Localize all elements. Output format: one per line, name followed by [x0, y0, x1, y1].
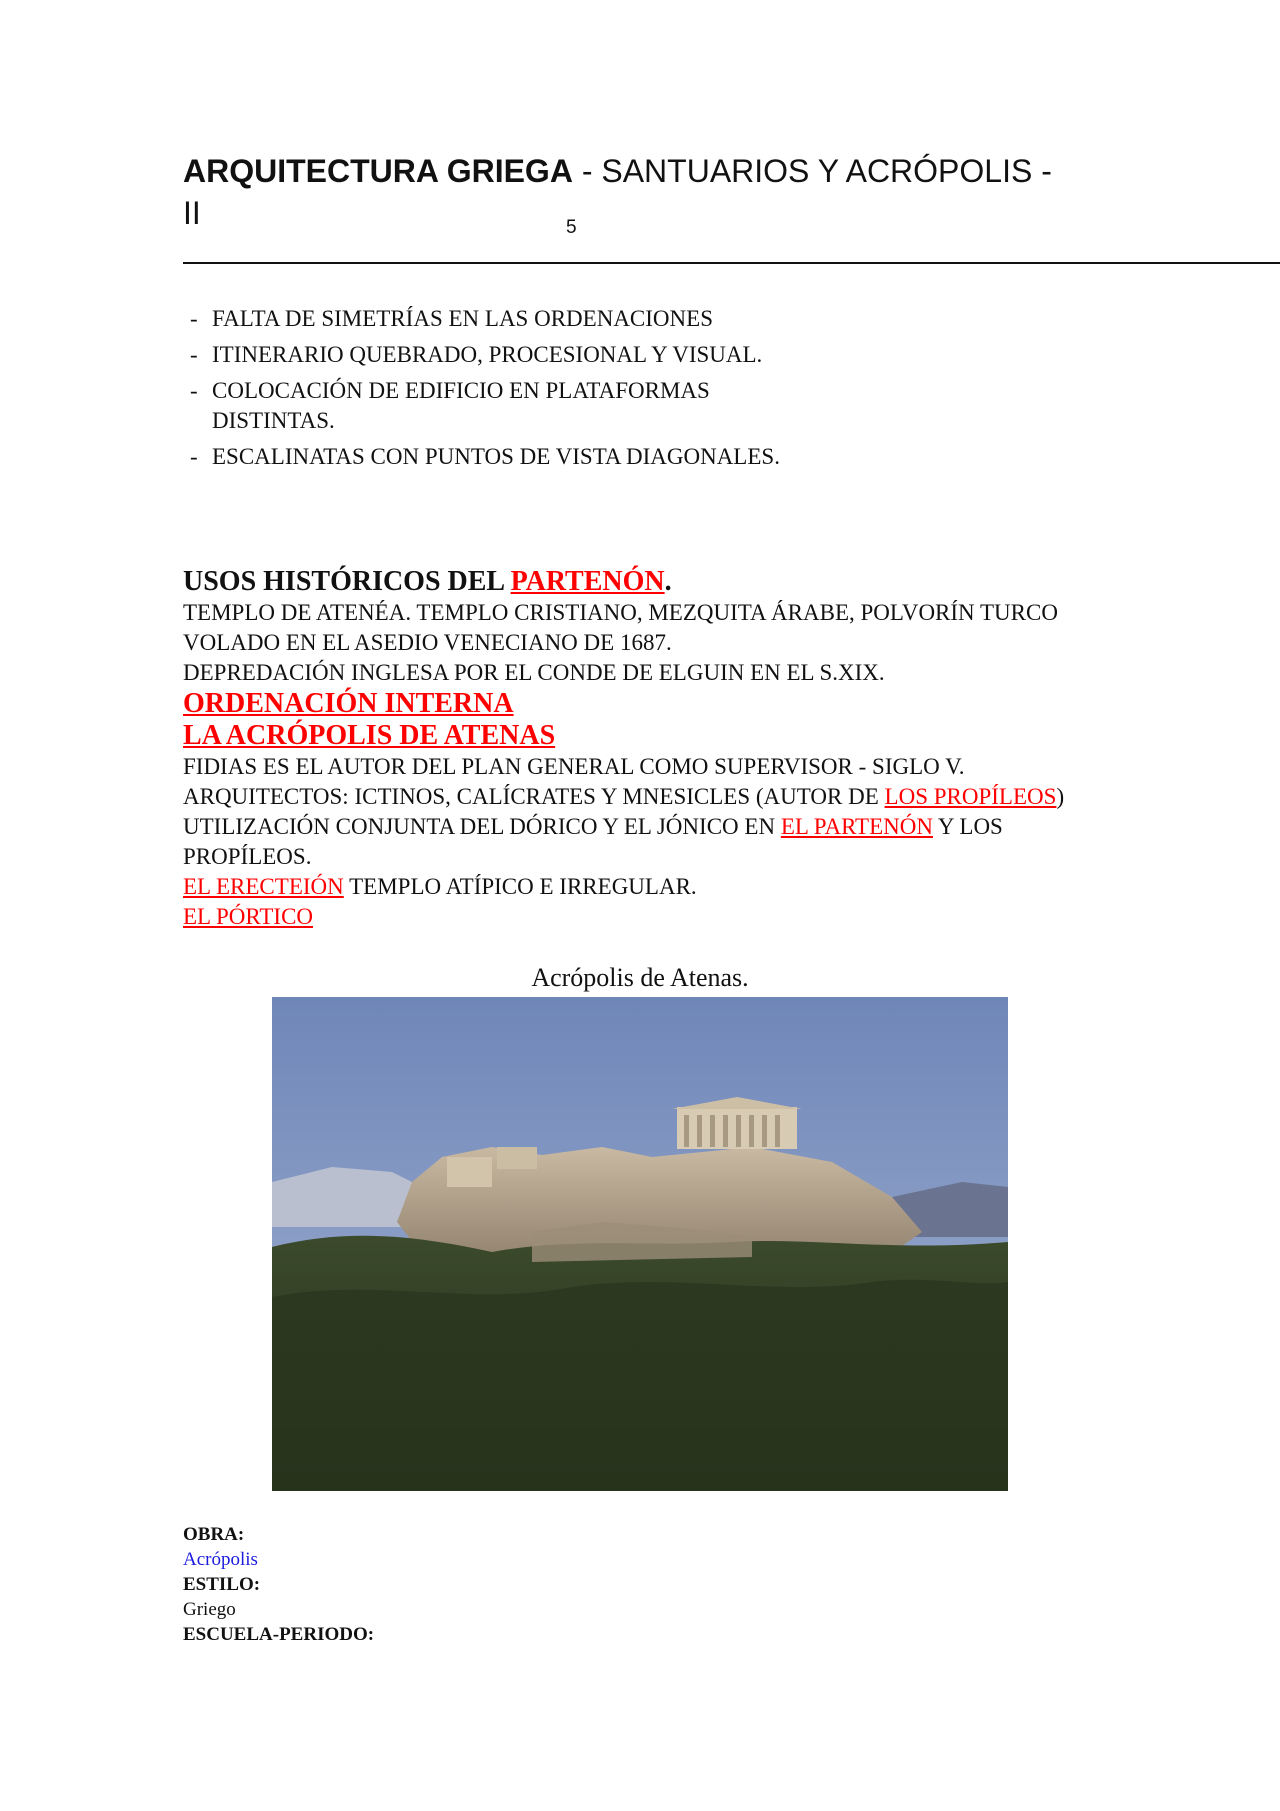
- artwork-metadata: [183, 1522, 374, 1647]
- list-item: - ITINERARIO QUEBRADO, PROCESIONAL Y VISUAL.: [190, 342, 763, 367]
- fidias-text: FIDIAS ES EL AUTOR DEL PLAN GENERAL COMO SUPERVISOR - SIGLO V.: [183, 754, 965, 779]
- obra-label: OBRA:: [183, 1524, 245, 1545]
- propileos-link[interactable]: LOS PROPÍLEOS: [884, 784, 1057, 809]
- list-item: - FALTA DE SIMETRÍAS EN LAS ORDENACIONES: [190, 306, 713, 331]
- acropolis-heading-link[interactable]: LA ACRÓPOLIS DE ATENAS: [183, 720, 556, 751]
- usos-line2: DEPREDACIÓN INGLESA POR EL CONDE DE ELGUIN EN EL S.XIX.: [183, 660, 885, 685]
- el-partenon-link[interactable]: EL PARTENÓN: [780, 814, 933, 839]
- usos-heading: USOS HISTÓRICOS DEL PARTENÓN.: [183, 566, 672, 597]
- image-caption: Acrópolis de Atenas.: [531, 963, 749, 992]
- list-item: - COLOCACIÓN DE EDIFICIO EN PLATAFORMAS DISTINTAS.: [190, 378, 710, 433]
- obra-value-link[interactable]: Acrópolis: [183, 1549, 258, 1570]
- list-item: - ESCALINATAS CON PUNTOS DE VISTA DIAGONALES.: [190, 444, 780, 469]
- header-title-rest: - SANTUARIOS Y ACRÓPOLIS -: [572, 153, 1052, 189]
- page-number: 5: [566, 217, 577, 238]
- arquitectos-text: ARQUITECTOS: ICTINOS, CALÍCRATES Y MNESICLES (AUTOR DE LOS PROPÍLEOS): [183, 784, 1065, 809]
- erecteion-link[interactable]: EL ERECTEIÓN: [183, 874, 344, 899]
- usos-line1: TEMPLO DE ATENÉA. TEMPLO CRISTIANO, MEZQUITA ÁRABE, POLVORÍN TURCO VOLADO EN EL ASEDIO VENECIANO DE 1687.: [183, 600, 1058, 655]
- ordenacion-heading-link[interactable]: ORDENACIÓN INTERNA: [183, 688, 514, 719]
- header-title-bold: ARQUITECTURA GRIEGA: [183, 153, 573, 189]
- bullet-list: [190, 304, 790, 478]
- main-content: [183, 566, 1103, 932]
- utilizacion-text: UTILIZACIÓN CONJUNTA DEL DÓRICO Y EL JÓNICO EN EL PARTENÓN Y LOS PROPÍLEOS.: [183, 814, 1003, 869]
- acropolis-photo: [272, 997, 1008, 1491]
- escuela-label: ESCUELA-PERIODO:: [183, 1624, 375, 1645]
- erecteion-text: EL ERECTEIÓN TEMPLO ATÍPICO E IRREGULAR.: [183, 874, 697, 899]
- portico-line: [183, 902, 1103, 932]
- page-header: [183, 150, 1083, 238]
- partenon-link[interactable]: PARTENÓN: [510, 566, 665, 597]
- estilo-value: Griego: [183, 1599, 236, 1620]
- portico-link[interactable]: EL PÓRTICO: [183, 904, 314, 929]
- estilo-label: ESTILO:: [183, 1574, 261, 1595]
- header-title-line2: II: [183, 195, 201, 231]
- header-rule: [183, 262, 1280, 264]
